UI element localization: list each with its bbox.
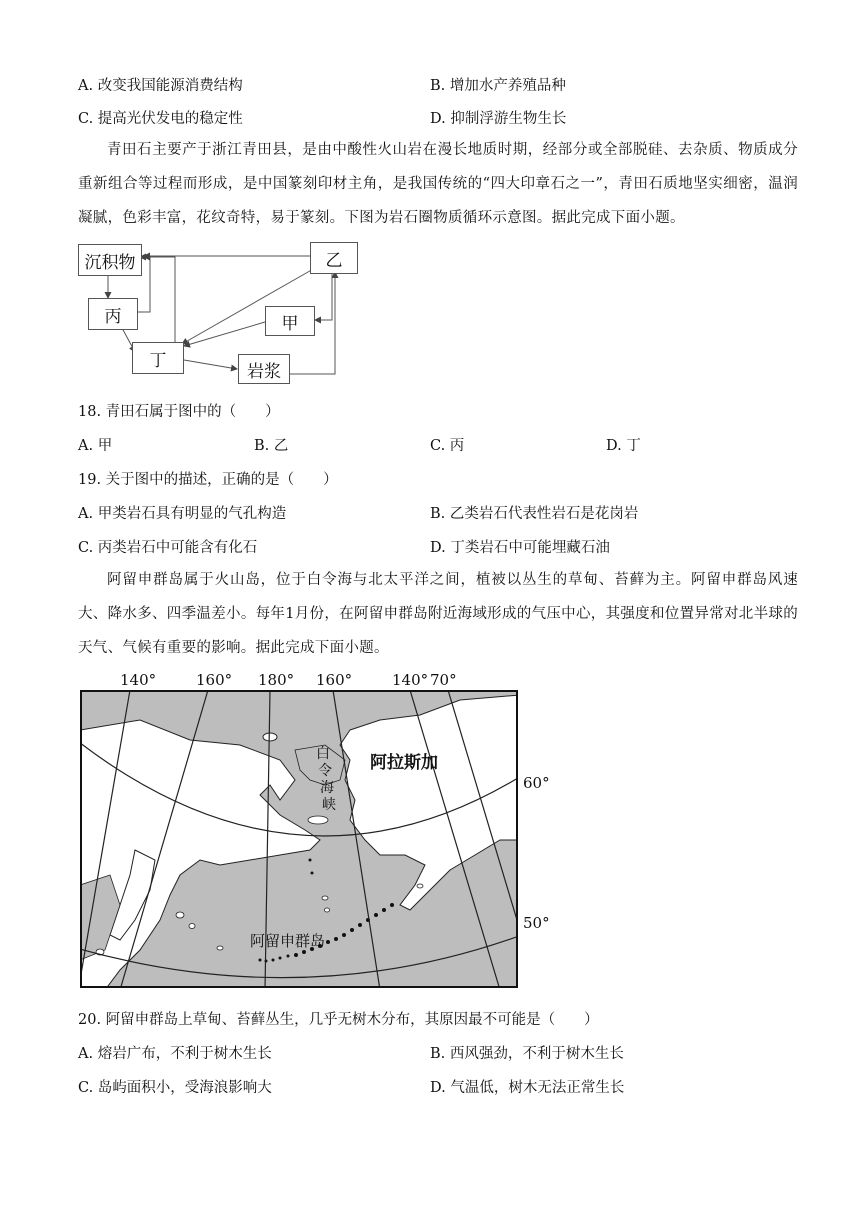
- q17-option-d: D. 抑制浮游生物生长: [430, 111, 567, 127]
- q20-option-b: B. 西风强劲，不利于树木生长: [430, 1046, 624, 1062]
- lat-label-50: 50°: [523, 914, 550, 932]
- ding-box: 丁: [132, 342, 184, 374]
- aleutian-label: 阿留申群岛: [250, 932, 326, 950]
- lat-label-60: 60°: [523, 774, 550, 792]
- sediment-box: 沉积物: [78, 244, 142, 276]
- q18-stem: 18. 青田石属于图中的（ ）: [78, 404, 280, 420]
- q19-option-a: A. 甲类岩石具有明显的气孔构造: [78, 506, 287, 522]
- yi-box: 乙: [310, 242, 358, 274]
- bering-char-4: 峡: [322, 797, 336, 813]
- q19-option-d: D. 丁类岩石中可能埋藏石油: [430, 540, 610, 556]
- q20-stem: 20. 阿留申群岛上草甸、苔藓丛生，几乎无树木分布，其原因最不可能是（ ）: [78, 1012, 599, 1028]
- q20-option-a: A. 熔岩广布，不利于树木生长: [78, 1046, 272, 1062]
- q18-option-a: A. 甲: [78, 438, 113, 454]
- q19-option-b: B. 乙类岩石代表性岩石是花岗岩: [430, 506, 639, 522]
- q18-option-c: C. 丙: [430, 438, 465, 454]
- lon-label-180: 180°: [258, 671, 295, 689]
- q18-option-b: B. 乙: [254, 438, 289, 454]
- q20-option-c: C. 岛屿面积小，受海浪影响大: [78, 1080, 272, 1096]
- magma-box: 岩浆: [238, 354, 290, 384]
- lon-label-140e: 140°: [392, 671, 429, 689]
- bing-box: 丙: [88, 298, 138, 330]
- q17-option-b: B. 增加水产养殖品种: [430, 78, 566, 94]
- lon-label-160w: 160°: [196, 671, 233, 689]
- alaska-label: 阿拉斯加: [370, 753, 438, 773]
- q17-option-c: C. 提高光伏发电的稳定性: [78, 111, 243, 127]
- lon-label-140w: 140°: [120, 671, 157, 689]
- rock-cycle-diagram: [70, 238, 370, 390]
- q19-stem: 19. 关于图中的描述，正确的是（ ）: [78, 472, 338, 488]
- passage-qingtian-stone: 青田石主要产于浙江青田县，是由中酸性火山岩在漫长地质时期，经部分或全部脱硅、去杂质、物质成分重新组合等过程而形成，是中国篆刻印材主角，是我国传统的“四大印章石之一”，青田石质地坚实细密，温润凝腻，色彩丰富，花纹奇特，易于篆刻。下图为岩石圈物质循环示意图。据此完成下面小题。: [78, 142, 798, 226]
- q17-option-a: A. 改变我国能源消费结构: [78, 78, 243, 94]
- bering-char-1: 白: [316, 746, 330, 762]
- bering-char-3: 海: [320, 780, 334, 796]
- bering-strait-label: [310, 746, 336, 814]
- q20-option-d: D. 气温低，树木无法正常生长: [430, 1080, 625, 1096]
- jia-box: 甲: [265, 306, 315, 336]
- passage-aleutian: 阿留申群岛属于火山岛，位于白令海与北太平洋之间，植被以丛生的草甸、苔藓为主。阿留申群岛风速大、降水多、四季温差小。每年1月份，在阿留申群岛附近海域形成的气压中心，其强度和位置异常对北半球的天气、气候有重要的影响。据此完成下面小题。: [78, 572, 798, 656]
- q18-option-d: D. 丁: [606, 438, 641, 454]
- lon-label-160e: 160°: [316, 671, 353, 689]
- aleutian-map: [78, 668, 558, 990]
- bering-char-2: 令: [318, 763, 332, 779]
- lon-label-70: 70°: [430, 671, 457, 689]
- q19-option-c: C. 丙类岩石中可能含有化石: [78, 540, 258, 556]
